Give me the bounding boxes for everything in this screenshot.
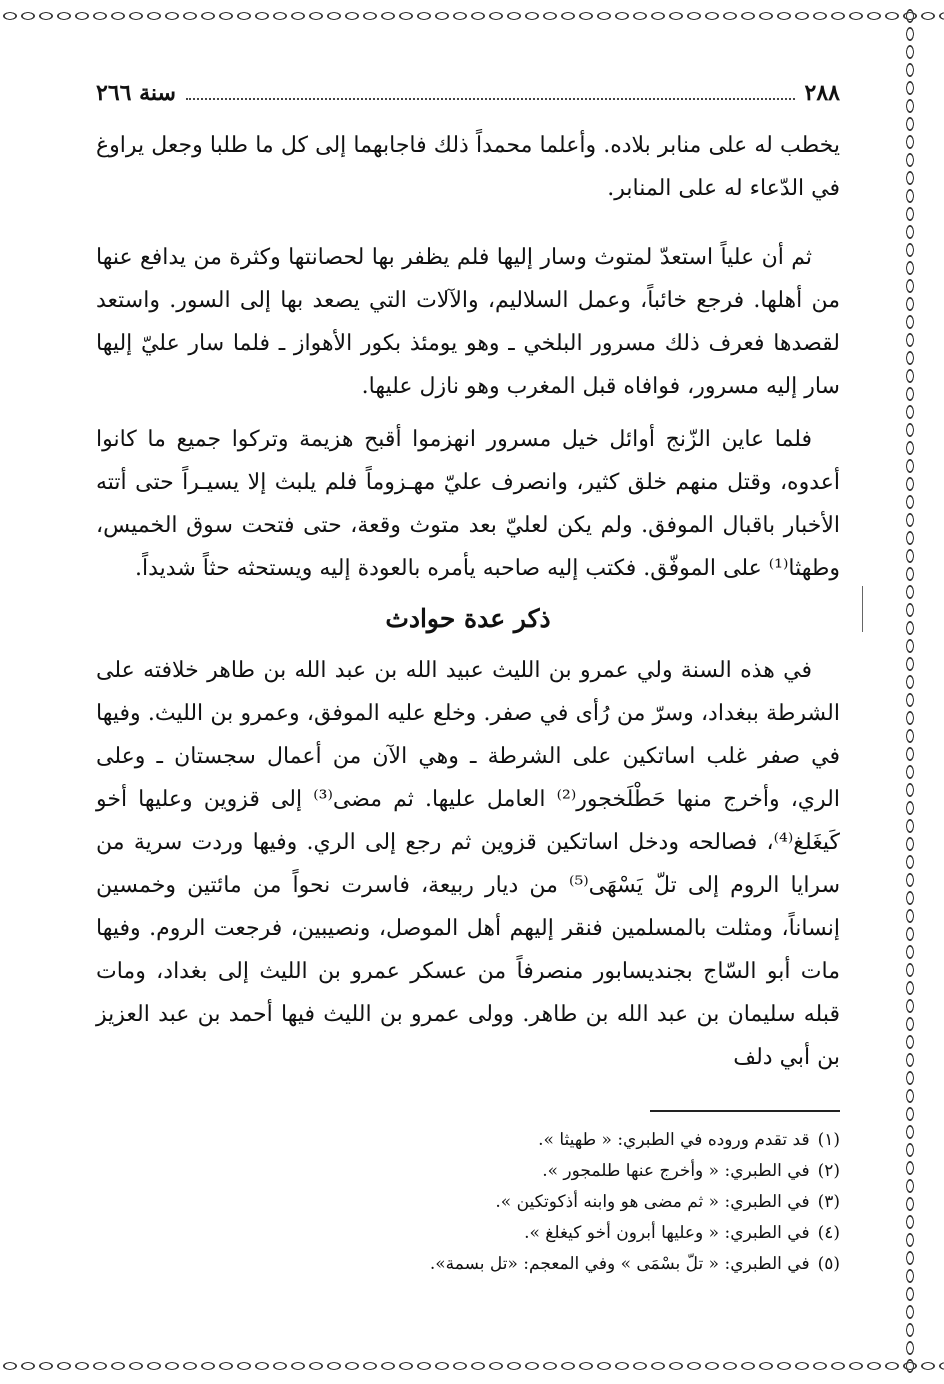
paragraph-2: ثم أن علياً استعدّ لمتوث وسار إليها فلم يظفر بها لحصانتها وكثرة من يدافع عنها من أهلها. فرجع خائباً، وعمل السلاليم، والآلات التي يصعد بها إلى السور. واستعد لقصدها فعرف ذلك مسرور البلخي ـ وهو يومئذ بكور الأهواز ـ فلما سار عليّ إليها سار إليه مسرور، فوافاه قبل المغرب وهو نازل عليها. [96, 245, 840, 399]
footnote-text: في الطبري: « وأخرج عنها طلمجور ». [542, 1161, 810, 1181]
year-title: سنة ٢٦٦ [96, 80, 176, 106]
footnote-item [96, 1156, 840, 1187]
page-content [96, 80, 840, 1079]
footnote-text: في الطبري: « وعليها أبرون أخو كيغلغ ». [524, 1223, 810, 1243]
footnote-number: (٥) [817, 1254, 840, 1274]
footnote-number: (٢) [817, 1161, 840, 1181]
footnote-item [96, 1187, 840, 1218]
footnote-item [96, 1125, 840, 1156]
paragraph-1: يخطب له على منابر بلاده. وأعلما محمداً ذلك فاجابهما إلى كل ما طلبا وجعل يراوغ في الدّعاء له على المنابر. [96, 133, 840, 201]
paragraph-3: فلما عاين الزّنج أوائل خيل مسرور انهزموا أقبح هزيمة وتركوا جميع ما كانوا أعدوه، وقتل منهم خلق كثير، وانصرف عليّ مهـزوماً فلم يلبث إلا يسيـراً حتى أتته الأخبار باقبال الموفق. ولم يكن لعليّ بعد متوث وقعة، حتى فتحت سوق الخميس، وطهثا⁽¹⁾ على الموفّق. فكتب إليه صاحبه يأمره بالعودة إليه ويستحثه حثاً شديداً. [96, 427, 840, 581]
header-dotted-leader [186, 98, 795, 100]
footnotes [96, 1125, 840, 1280]
footnote-item [96, 1218, 840, 1249]
footnote-text: قد تقدم وروده في الطبري: « طهيثا ». [538, 1130, 810, 1150]
running-header [96, 80, 840, 114]
decorative-border-top [0, 6, 944, 26]
footnote-number: (١) [817, 1130, 840, 1150]
section-title: ذكر عدة حوادث [385, 604, 551, 633]
footnote-item [96, 1249, 840, 1280]
page-number: ٢٨٨ [804, 80, 840, 106]
footnote-number: (٣) [817, 1192, 840, 1212]
paragraph-4: في هذه السنة ولي عمرو بن الليث عبيد الله بن عبد الله بن طاهر خلافته على الشرطة ببغداد، وسرّ من رُأى في صفر. وخلع عليه الموفق، وعمرو بن الليث. وفيها في صفر غلب اساتكين على الشرطة ـ وهي الآن من أعمال سجستان ـ وعلى الري، وأخرج منها حَطْلَخجور⁽²⁾ العامل عليها. ثم مضى⁽³⁾ إلى قزوين وعليها أخو كَيغَلغ⁽⁴⁾، فصالحه ودخل اساتكين قزوين ثم رجع إلى الري. وفيها وردت سرية من سرايا الروم إلى تلّ يَسْهَى⁽⁵⁾ من ديار ربيعة، فاسرت نحواً من مائتين وخمسين إنساناً، ومثلت بالمسلمين فنقر إليهم أهل الموصل، ونصيبين، فرجعت الروم. وفيها مات أبو السّاج بجنديسابور منصرفاً من عسكر عمرو بن الليث إلى بغداد، ومات قبله سليمان بن عبد الله بن طاهر. وولى عمرو بن الليث فيها أحمد بن عبد العزيز بن أبي دلف [96, 658, 841, 1070]
margin-mark [862, 586, 863, 632]
footnote-number: (٤) [817, 1223, 840, 1243]
decorative-border-bottom [0, 1356, 944, 1376]
decorative-border-right [900, 6, 920, 1376]
footnote-text: في الطبري: « تلّ بسْمَى » وفي المعجم: «تل بسمة». [429, 1254, 810, 1274]
footnote-text: في الطبري: « ثم مضى هو وابنه أذكوتكين ». [495, 1192, 810, 1212]
footnote-separator [650, 1110, 840, 1112]
